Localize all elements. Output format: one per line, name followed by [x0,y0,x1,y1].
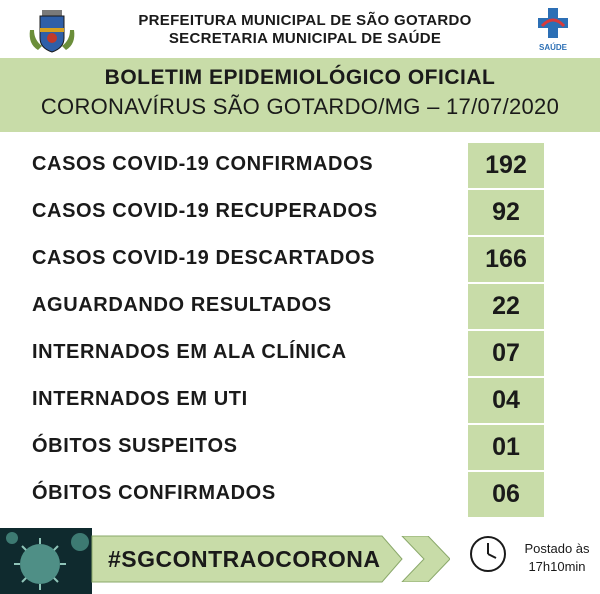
stat-value: 166 [468,237,544,282]
stat-label: CASOS COVID-19 RECUPERADOS [32,200,378,222]
stat-row [0,237,600,284]
chevron-right-icon [398,536,450,582]
posted-value: 17h10min [528,559,586,574]
stat-row [0,472,600,519]
stat-label: ÓBITOS CONFIRMADOS [32,482,276,504]
stat-label: CASOS COVID-19 CONFIRMADOS [32,153,374,175]
hashtag-container [92,536,402,582]
coronavirus-icon [0,528,92,594]
stat-value: 07 [468,331,544,376]
stat-label: ÓBITOS SUSPEITOS [32,435,238,457]
stat-row [0,190,600,237]
stat-row [0,425,600,472]
stat-label: CASOS COVID-19 DESCARTADOS [32,247,376,269]
stat-row [0,284,600,331]
bulletin-title: BOLETIM EPIDEMIOLÓGICO OFICIAL [104,66,496,89]
stat-row [0,331,600,378]
municipal-crest-icon [26,8,78,54]
bulletin-banner [0,58,600,132]
bulletin-subtitle: CORONAVÍRUS SÃO GOTARDO/MG – 17/07/2020 [40,94,560,119]
posted-time [516,540,598,576]
clock-icon [468,534,508,574]
stat-row [0,378,600,425]
stat-row [0,143,600,190]
header [0,0,600,58]
hashtag-text: #SGCONTRAOCORONA [108,546,381,572]
stat-value: 06 [468,472,544,517]
government-heading [95,12,515,48]
stat-label: INTERNADOS EM UTI [32,388,248,410]
stat-value: 22 [468,284,544,329]
footer [0,520,600,594]
posted-label: Postado às [524,541,590,556]
health-logo [528,6,578,56]
stat-value: 04 [468,378,544,423]
stat-value: 01 [468,425,544,470]
prefeitura-line: PREFEITURA MUNICIPAL DE SÃO GOTARDO [138,12,472,29]
stat-value: 92 [468,190,544,235]
stat-value: 192 [468,143,544,188]
stat-label: INTERNADOS EM ALA CLÍNICA [32,341,347,363]
health-logo-text: SAÚDE [538,43,567,52]
stat-label: AGUARDANDO RESULTADOS [32,294,332,316]
health-cross-logo-icon [536,6,570,40]
secretaria-line: SECRETARIA MUNICIPAL DE SAÚDE [168,30,442,47]
